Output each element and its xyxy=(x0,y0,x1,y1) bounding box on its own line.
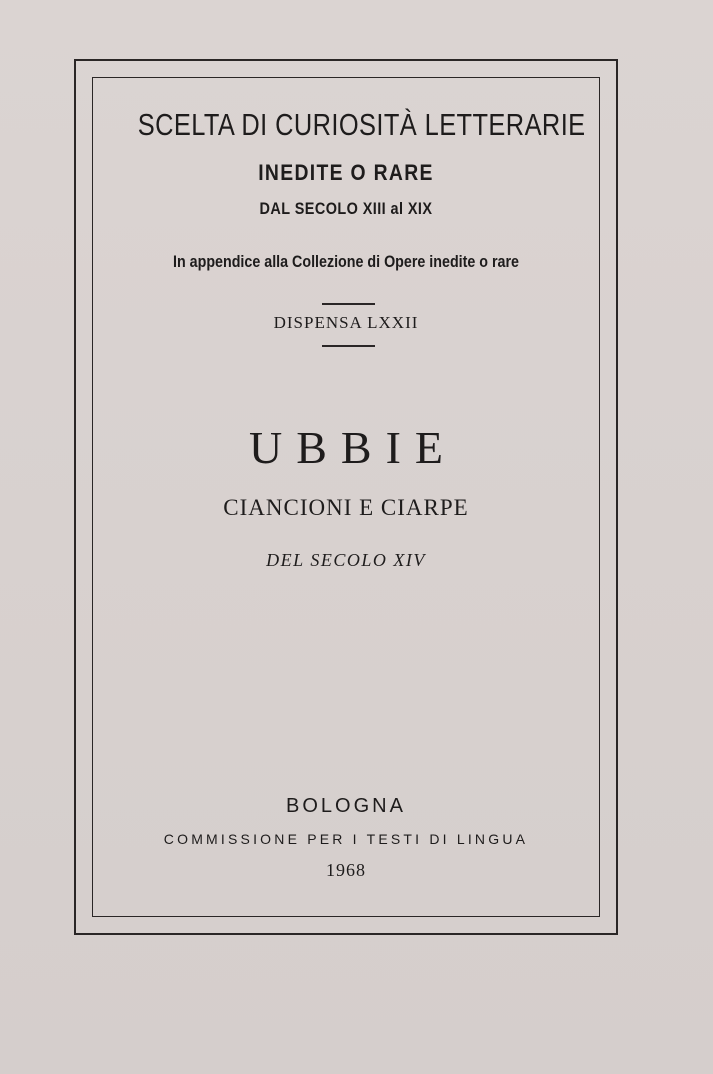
series-subtitle: INEDITE O RARE xyxy=(258,160,434,185)
dispensa-label: DISPENSA LXXII xyxy=(273,313,419,332)
divider-bottom xyxy=(322,345,375,347)
period-text: DAL SECOLO XIII al XIX xyxy=(259,199,433,218)
publisher-text: COMMISSIONE PER I TESTI DI LINGUA xyxy=(163,831,529,847)
book-subtitle: CIANCIONI E CIARPE xyxy=(223,495,469,520)
divider-top xyxy=(322,303,375,305)
appendix-text: In appendice alla Collezione di Opere inedite o rare xyxy=(172,252,519,271)
series-title: SCELTA DI CURIOSITÀ LETTERARIE xyxy=(137,107,586,142)
book-title: UBBIE xyxy=(249,422,457,473)
city-text: BOLOGNA xyxy=(286,795,406,817)
century-text: DEL SECOLO XIV xyxy=(266,550,426,570)
year-text: 1968 xyxy=(326,860,366,880)
